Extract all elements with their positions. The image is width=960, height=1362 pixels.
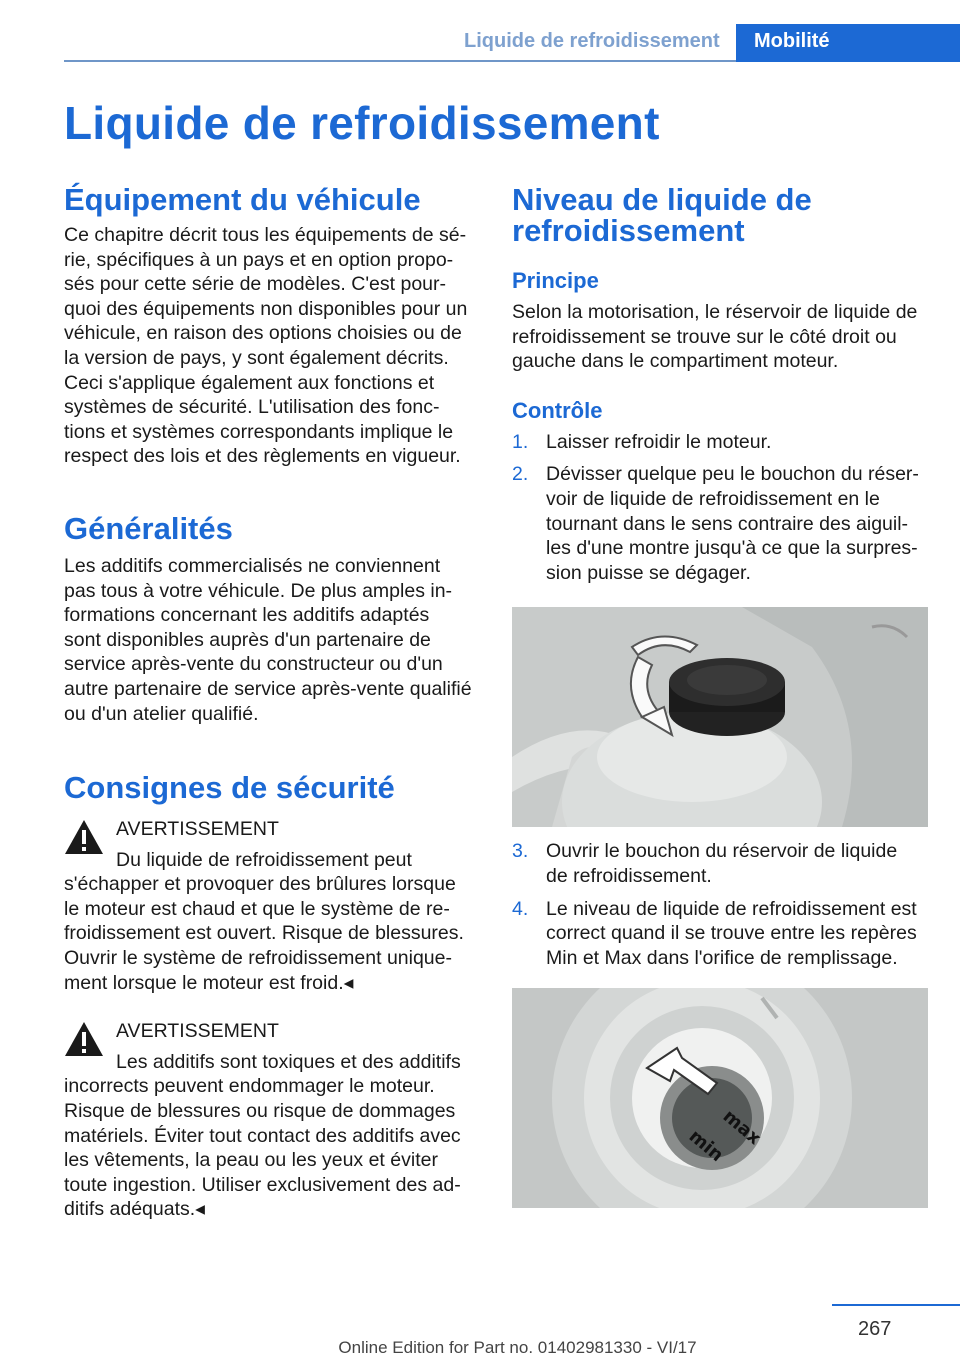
step-text: voir de liquide de refroidissement en le: [546, 487, 880, 510]
filler-opening-illustration: [512, 988, 928, 1208]
coolant-tank-cap-illustration: [512, 607, 928, 827]
paragraph-principe: [512, 300, 928, 374]
max-mark: max: [718, 1106, 765, 1150]
steps-list: [512, 839, 928, 970]
step-text: de refroidissement.: [546, 864, 712, 887]
warning-title: AVERTISSEMENT: [116, 1020, 279, 1043]
footer-edition: [0, 1338, 960, 1358]
step-text: Dévisser quelque peu le bouchon du réser-: [546, 463, 919, 486]
warning-text-line: s'échapper et provoquer des brûlures lorsque: [64, 873, 456, 896]
list-item: [512, 839, 928, 888]
warning-triangle-icon: [64, 819, 104, 855]
warning-text-line: froidissement est ouvert. Risque de blessures.: [64, 922, 464, 945]
paragraph-equipement: [64, 223, 482, 469]
text-line: rie, spécifiques à un pays et en option propo-: [64, 248, 454, 271]
warning-triangle-icon: [64, 1021, 104, 1057]
text-line: service après-vente du constructeur ou d'un: [64, 653, 443, 676]
heading-niveau: [512, 184, 928, 246]
page-title: Liquide de refroidissement: [64, 97, 660, 149]
heading-equipement: Équipement du véhicule: [64, 182, 421, 217]
footer-rule: [832, 1304, 960, 1306]
warning-text-line: incorrects peuvent endommager le moteur.: [64, 1075, 435, 1098]
step-number: 3.: [512, 840, 529, 863]
text-line: Ce chapitre décrit tous les équipements de sé-: [64, 224, 467, 246]
warning-text-line: le moteur est chaud et que le système de re-: [64, 897, 450, 920]
heading-controle: Contrôle: [512, 397, 603, 423]
list-item: [512, 897, 928, 971]
warning-title: AVERTISSEMENT: [116, 818, 279, 841]
left-column: [64, 180, 482, 1222]
heading-principe: Principe: [512, 268, 599, 293]
warning-text-line: les vêtements, la peau ou les yeux et éviter: [64, 1149, 438, 1172]
warning-block: [64, 817, 482, 995]
heading-line: refroidissement: [512, 213, 745, 248]
text-line: Ceci s'applique également aux fonctions et: [64, 371, 435, 394]
coolant-tank-cap-image: [512, 607, 928, 827]
warning-block: [64, 1019, 482, 1222]
text-line: systèmes de sécurité. L'utilisation des fonc-: [64, 396, 440, 419]
heading-line: Niveau de liquide de: [512, 182, 812, 217]
heading-consignes: Consignes de sécurité: [64, 770, 395, 806]
text-line: Selon la motorisation, le réservoir de liquide de: [512, 301, 918, 323]
step-number: 4.: [512, 897, 529, 920]
header-rule: [64, 60, 736, 62]
steps-list: [512, 430, 928, 586]
min-mark: min: [684, 1126, 728, 1167]
paragraph-generalites: [64, 554, 482, 726]
step-text: Ouvrir le bouchon du réservoir de liquide: [546, 840, 898, 863]
step-number: 1.: [512, 430, 529, 453]
warning-text-line: toute ingestion. Utiliser exclusivement des ad-: [64, 1173, 461, 1196]
warning-text-line: ment lorsque le moteur est froid.◂: [64, 971, 354, 994]
warning-text-line: Ouvrir le système de refroidissement unique-: [64, 947, 452, 970]
text-line: tions et systèmes correspondants implique le: [64, 420, 454, 443]
step-text: Le niveau de liquide de refroidissement est: [546, 897, 917, 920]
text-line: sés pour cette série de modèles. C'est pour-: [64, 273, 446, 296]
step-text: tournant dans le sens contraire des aiguil-: [546, 512, 909, 535]
text-line: sont disponibles auprès d'un partenaire de: [64, 628, 431, 651]
step-number: 2.: [512, 463, 529, 486]
heading-generalites: Généralités: [64, 510, 233, 546]
step-text: Min et Max dans l'orifice de remplissage.: [546, 946, 898, 969]
text-line: Les additifs commercialisés ne conviennent: [64, 554, 441, 577]
text-line: respect des lois et des règlements en vigueur.: [64, 445, 461, 468]
header-tab-label: Mobilité: [754, 30, 830, 52]
text-line: véhicule, en raison des options choisies ou de: [64, 322, 462, 345]
filler-opening-image: [512, 988, 928, 1208]
step-text: correct quand il se trouve entre les repères: [546, 922, 917, 945]
text-line: refroidissement se trouve sur le côté droit ou: [512, 325, 897, 348]
header-section-title: Liquide de refroidissement: [464, 30, 720, 52]
warning-text-line: Du liquide de refroidissement peut: [116, 848, 412, 871]
warning-text-line: Risque de blessures ou risque de dommages: [64, 1100, 456, 1123]
text-line: pas tous à votre véhicule. De plus amples in-: [64, 579, 453, 602]
header-tab-mobilite[interactable]: [736, 24, 960, 62]
warning-text-line: matériels. Éviter tout contact des additifs avec: [64, 1124, 461, 1147]
footer-text: Online Edition for Part no. 01402981330 - VI/17: [338, 1338, 697, 1357]
text-line: quoi des équipements non disponibles pour un: [64, 297, 468, 320]
text-line: gauche dans le compartiment moteur.: [512, 350, 839, 373]
warning-text-line: Les additifs sont toxiques et des additifs: [116, 1050, 461, 1073]
list-item: [512, 430, 928, 455]
text-line: la version de pays, y sont également décrits.: [64, 346, 449, 369]
right-column: [512, 180, 928, 1208]
step-text: Laisser refroidir le moteur.: [546, 430, 772, 453]
warning-text-line: ditifs adéquats.◂: [64, 1198, 205, 1221]
step-text: sion puisse se dégager.: [546, 561, 751, 584]
page-number: 267: [858, 1318, 892, 1340]
text-line: formations concernant les additifs adaptés: [64, 604, 430, 627]
text-line: autre partenaire de service après-vente qualifié: [64, 677, 472, 700]
list-item: [512, 462, 928, 585]
step-text: les d'une montre jusqu'à ce que la surpres-: [546, 537, 918, 560]
text-line: ou d'un atelier qualifié.: [64, 702, 259, 725]
